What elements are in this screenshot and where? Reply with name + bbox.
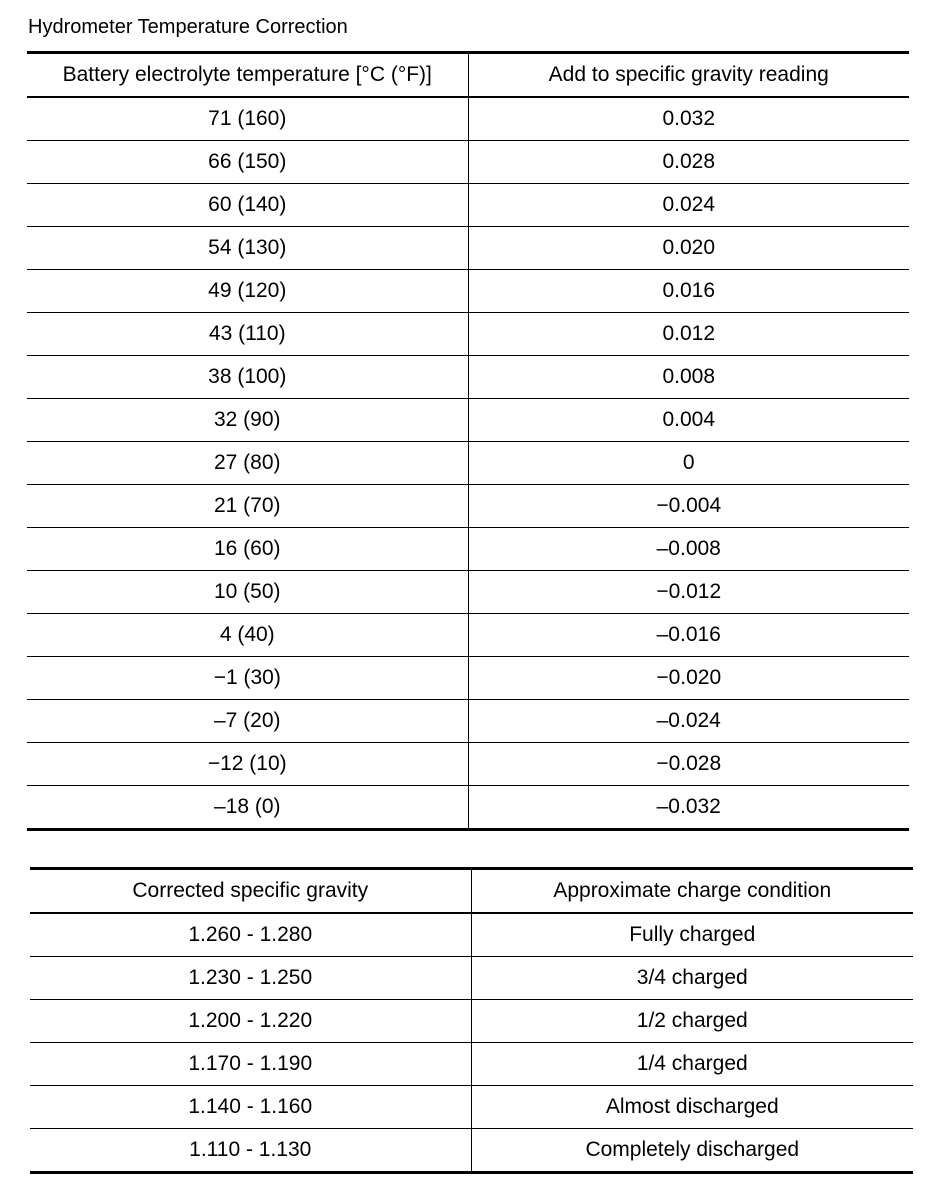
temperature-cell: 43 (110) bbox=[27, 313, 468, 356]
temperature-cell: 71 (160) bbox=[27, 97, 468, 141]
correction-value-cell: −0.028 bbox=[468, 743, 909, 786]
table-row bbox=[27, 227, 909, 270]
charge-condition-table bbox=[30, 867, 913, 1174]
temperature-cell: −12 (10) bbox=[27, 743, 468, 786]
table-row bbox=[27, 786, 909, 830]
correction-value-cell: −0.020 bbox=[468, 657, 909, 700]
temperature-cell: –18 (0) bbox=[27, 786, 468, 830]
correction-value-cell: 0.016 bbox=[468, 270, 909, 313]
charge-condition-cell: 1/2 charged bbox=[471, 1000, 913, 1043]
table-header-row bbox=[30, 869, 913, 914]
table-row bbox=[30, 957, 913, 1000]
correction-value-cell: −0.004 bbox=[468, 485, 909, 528]
temperature-cell: 21 (70) bbox=[27, 485, 468, 528]
table-row bbox=[27, 743, 909, 786]
table-row bbox=[27, 97, 909, 141]
correction-value-cell: 0.020 bbox=[468, 227, 909, 270]
correction-value-cell: –0.032 bbox=[468, 786, 909, 830]
charge-condition-table-body bbox=[30, 913, 913, 1173]
temperature-cell: 60 (140) bbox=[27, 184, 468, 227]
column-header-charge-condition: Approximate charge condition bbox=[471, 869, 913, 914]
table-row bbox=[27, 356, 909, 399]
correction-value-cell: 0.008 bbox=[468, 356, 909, 399]
correction-value-cell: 0.012 bbox=[468, 313, 909, 356]
table-header-row bbox=[27, 53, 909, 98]
table-row bbox=[27, 614, 909, 657]
charge-condition-cell: Completely discharged bbox=[471, 1129, 913, 1173]
temperature-correction-table bbox=[27, 51, 909, 831]
specific-gravity-cell: 1.260 - 1.280 bbox=[30, 913, 471, 957]
charge-condition-cell: Fully charged bbox=[471, 913, 913, 957]
table-row bbox=[27, 399, 909, 442]
temperature-cell: 16 (60) bbox=[27, 528, 468, 571]
charge-condition-cell: 1/4 charged bbox=[471, 1043, 913, 1086]
document-title: Hydrometer Temperature Correction bbox=[28, 16, 348, 38]
table-row bbox=[30, 1086, 913, 1129]
table-row bbox=[30, 1129, 913, 1173]
temperature-cell: 27 (80) bbox=[27, 442, 468, 485]
temperature-cell: 54 (130) bbox=[27, 227, 468, 270]
column-header-correction: Add to specific gravity reading bbox=[468, 53, 909, 98]
specific-gravity-cell: 1.200 - 1.220 bbox=[30, 1000, 471, 1043]
table-row bbox=[27, 485, 909, 528]
correction-value-cell: –0.016 bbox=[468, 614, 909, 657]
correction-value-cell: 0.004 bbox=[468, 399, 909, 442]
temperature-cell: 66 (150) bbox=[27, 141, 468, 184]
column-header-specific-gravity: Corrected specific gravity bbox=[30, 869, 471, 914]
table-row bbox=[27, 270, 909, 313]
correction-value-cell: 0 bbox=[468, 442, 909, 485]
correction-value-cell: 0.024 bbox=[468, 184, 909, 227]
charge-condition-cell: Almost discharged bbox=[471, 1086, 913, 1129]
column-header-temperature: Battery electrolyte temperature [°C (°F)] bbox=[27, 53, 468, 98]
table-row bbox=[30, 913, 913, 957]
correction-value-cell: –0.008 bbox=[468, 528, 909, 571]
correction-value-cell: −0.012 bbox=[468, 571, 909, 614]
table-row bbox=[30, 1043, 913, 1086]
table-row bbox=[30, 1000, 913, 1043]
specific-gravity-cell: 1.230 - 1.250 bbox=[30, 957, 471, 1000]
specific-gravity-cell: 1.140 - 1.160 bbox=[30, 1086, 471, 1129]
table-row bbox=[27, 184, 909, 227]
temperature-cell: 4 (40) bbox=[27, 614, 468, 657]
charge-condition-cell: 3/4 charged bbox=[471, 957, 913, 1000]
temperature-table-body bbox=[27, 97, 909, 830]
correction-value-cell: 0.028 bbox=[468, 141, 909, 184]
temperature-cell: 10 (50) bbox=[27, 571, 468, 614]
table-row bbox=[27, 657, 909, 700]
table-row bbox=[27, 700, 909, 743]
specific-gravity-cell: 1.170 - 1.190 bbox=[30, 1043, 471, 1086]
temperature-cell: 38 (100) bbox=[27, 356, 468, 399]
temperature-cell: –7 (20) bbox=[27, 700, 468, 743]
temperature-cell: −1 (30) bbox=[27, 657, 468, 700]
temperature-cell: 49 (120) bbox=[27, 270, 468, 313]
table-row bbox=[27, 141, 909, 184]
temperature-cell: 32 (90) bbox=[27, 399, 468, 442]
table-row bbox=[27, 442, 909, 485]
table-row bbox=[27, 313, 909, 356]
table-row bbox=[27, 528, 909, 571]
table-row bbox=[27, 571, 909, 614]
correction-value-cell: –0.024 bbox=[468, 700, 909, 743]
correction-value-cell: 0.032 bbox=[468, 97, 909, 141]
specific-gravity-cell: 1.110 - 1.130 bbox=[30, 1129, 471, 1173]
